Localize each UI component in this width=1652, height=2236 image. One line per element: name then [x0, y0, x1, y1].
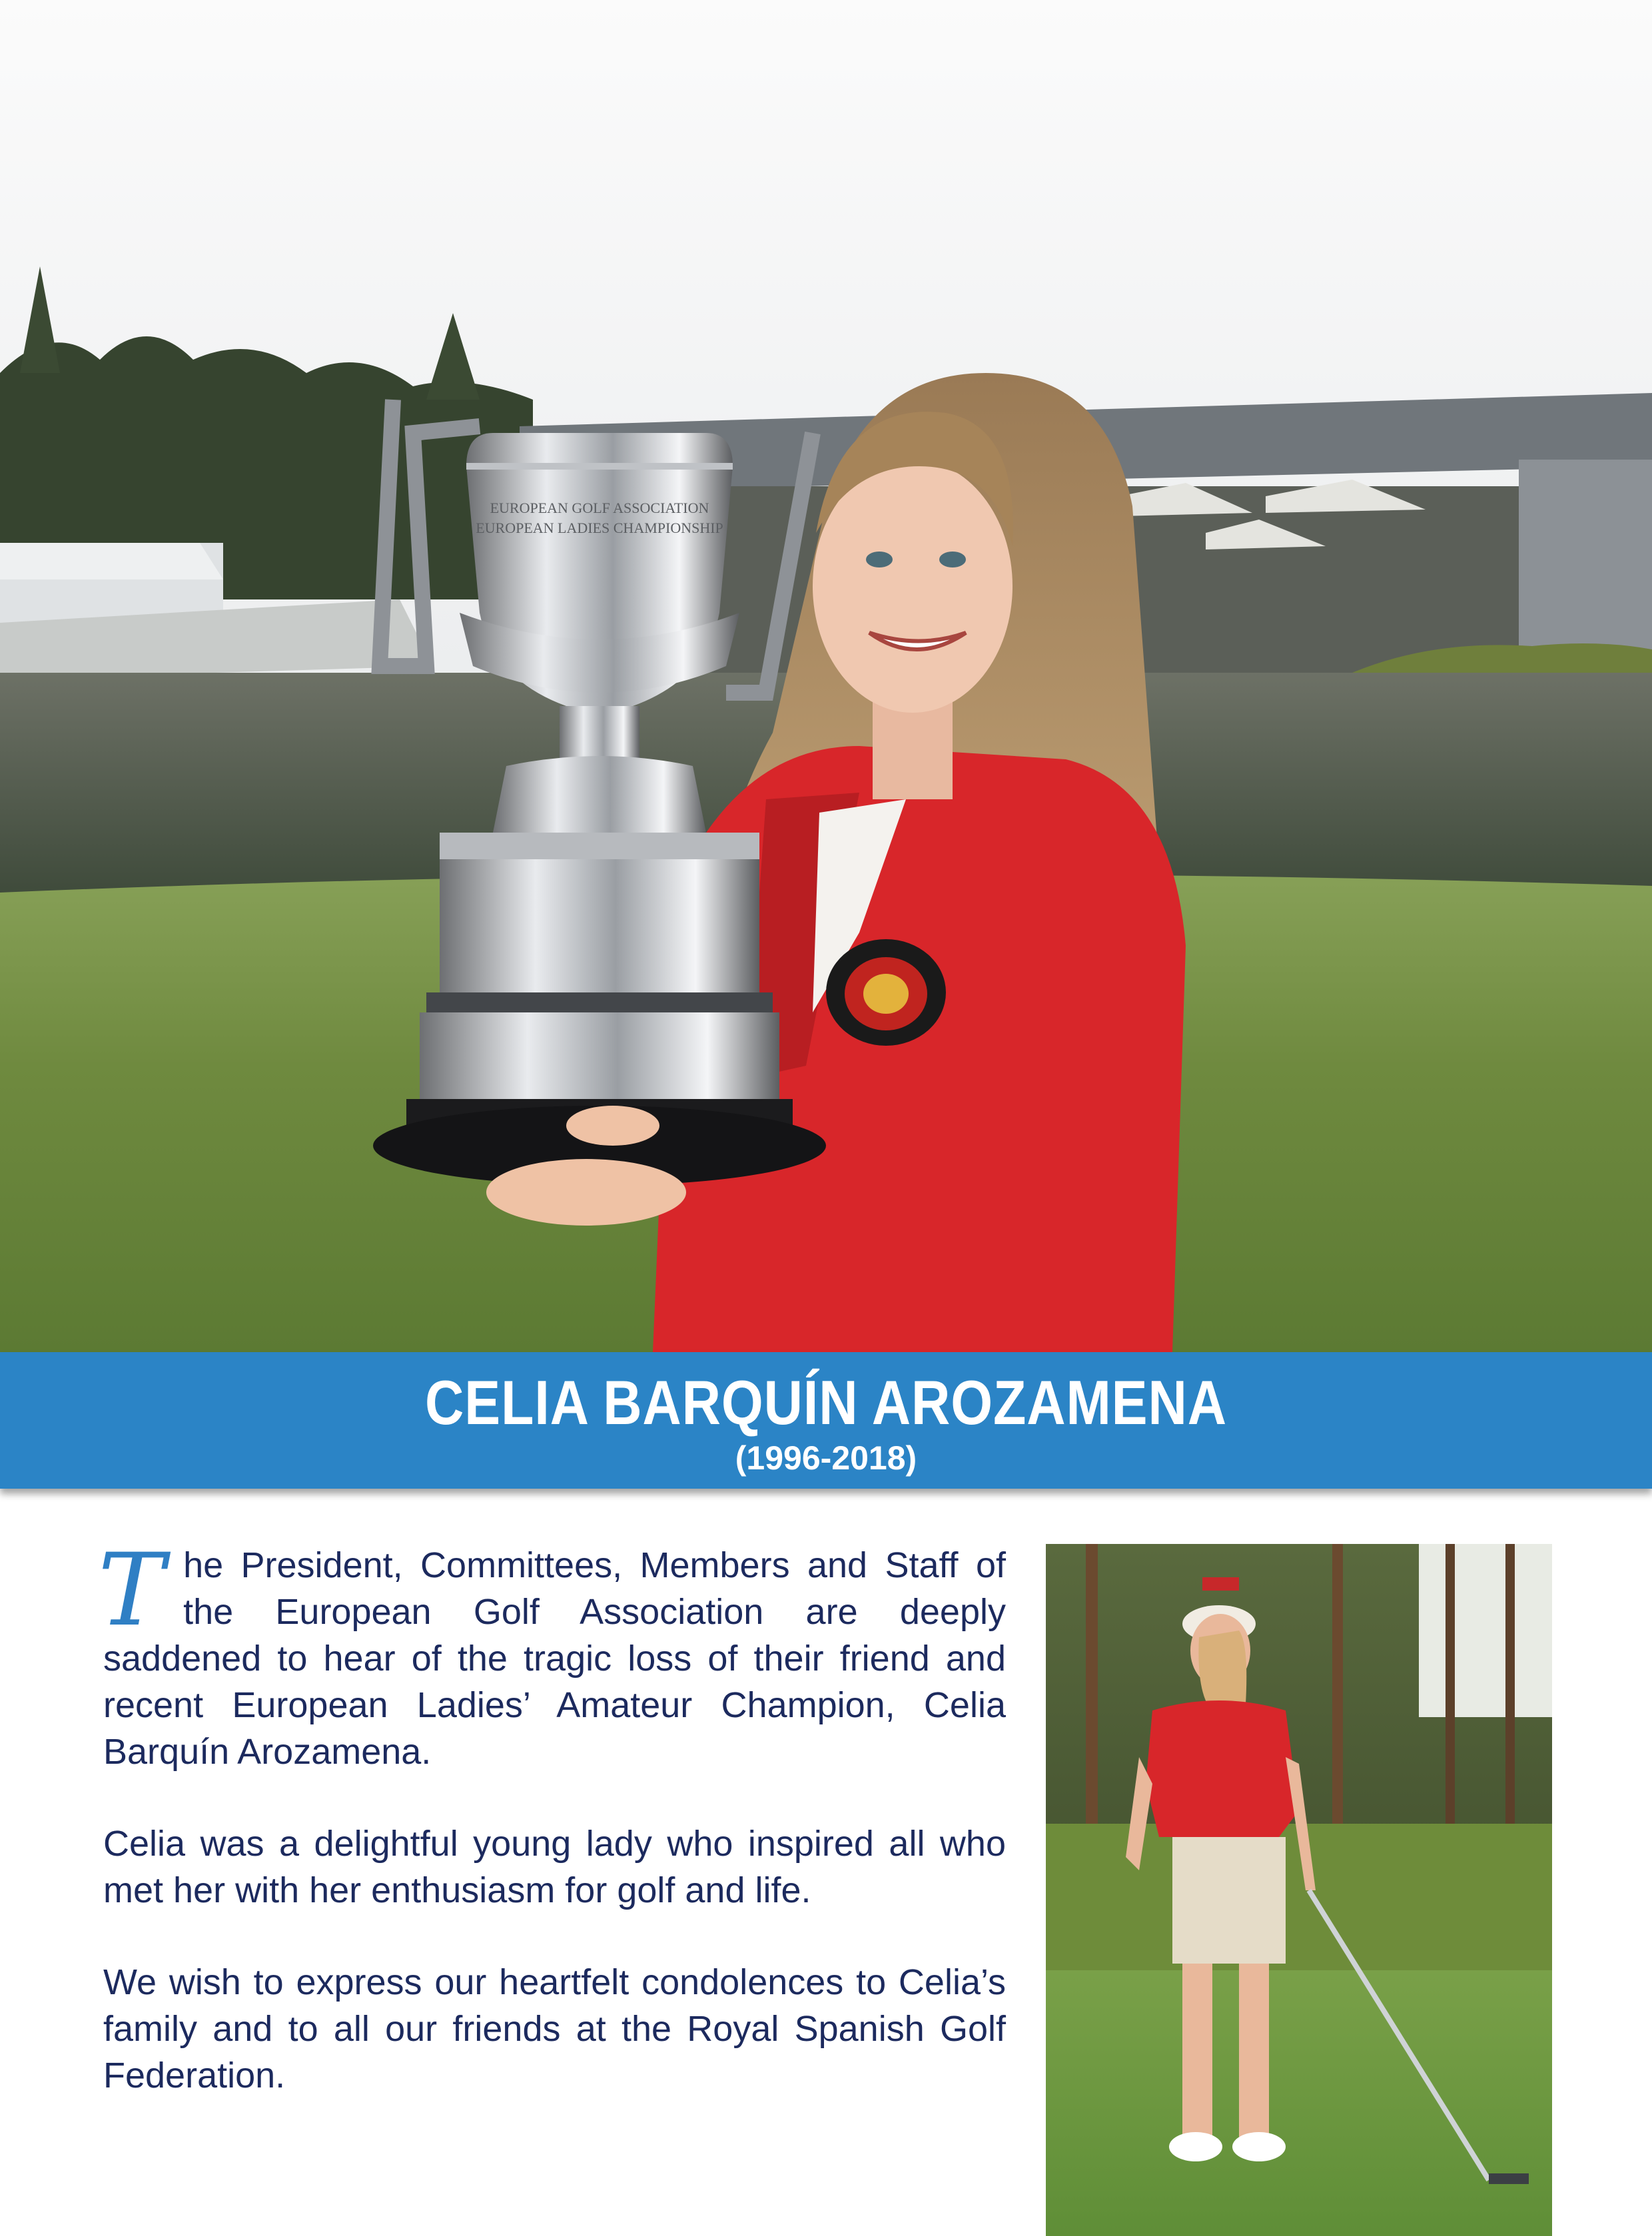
name-banner	[0, 1352, 1652, 1489]
life-years: (1996-2018)	[735, 1439, 917, 1477]
paragraph-1-text: he President, Committees, Members and Staff of the European Golf Association are deeply saddened to hear of the tragic loss of their friend and recent European Ladies’ Amateur Champion, Celia Barquín Arozamena.	[103, 1545, 1006, 1772]
condolence-article	[98, 1533, 1006, 2144]
trophy-engraving-1: EUROPEAN GOLF ASSOCIATION	[490, 500, 709, 516]
drop-cap: T	[98, 1533, 165, 1649]
golfer-photo	[1046, 1544, 1552, 2236]
person-name: CELIA BARQUÍN AROZAMENA	[425, 1367, 1227, 1437]
paragraph-1	[98, 1533, 1006, 1775]
paragraph-3: We wish to express our heartfelt condolences to Celia’s family and to all our friends at the Royal Spanish Golf Federation.	[103, 1962, 1006, 2095]
trophy-engraving-2: EUROPEAN LADIES CHAMPIONSHIP	[476, 520, 723, 536]
paragraph-2: Celia was a delightful young lady who inspired all who met her with her enthusiasm for golf and life.	[103, 1824, 1006, 1910]
